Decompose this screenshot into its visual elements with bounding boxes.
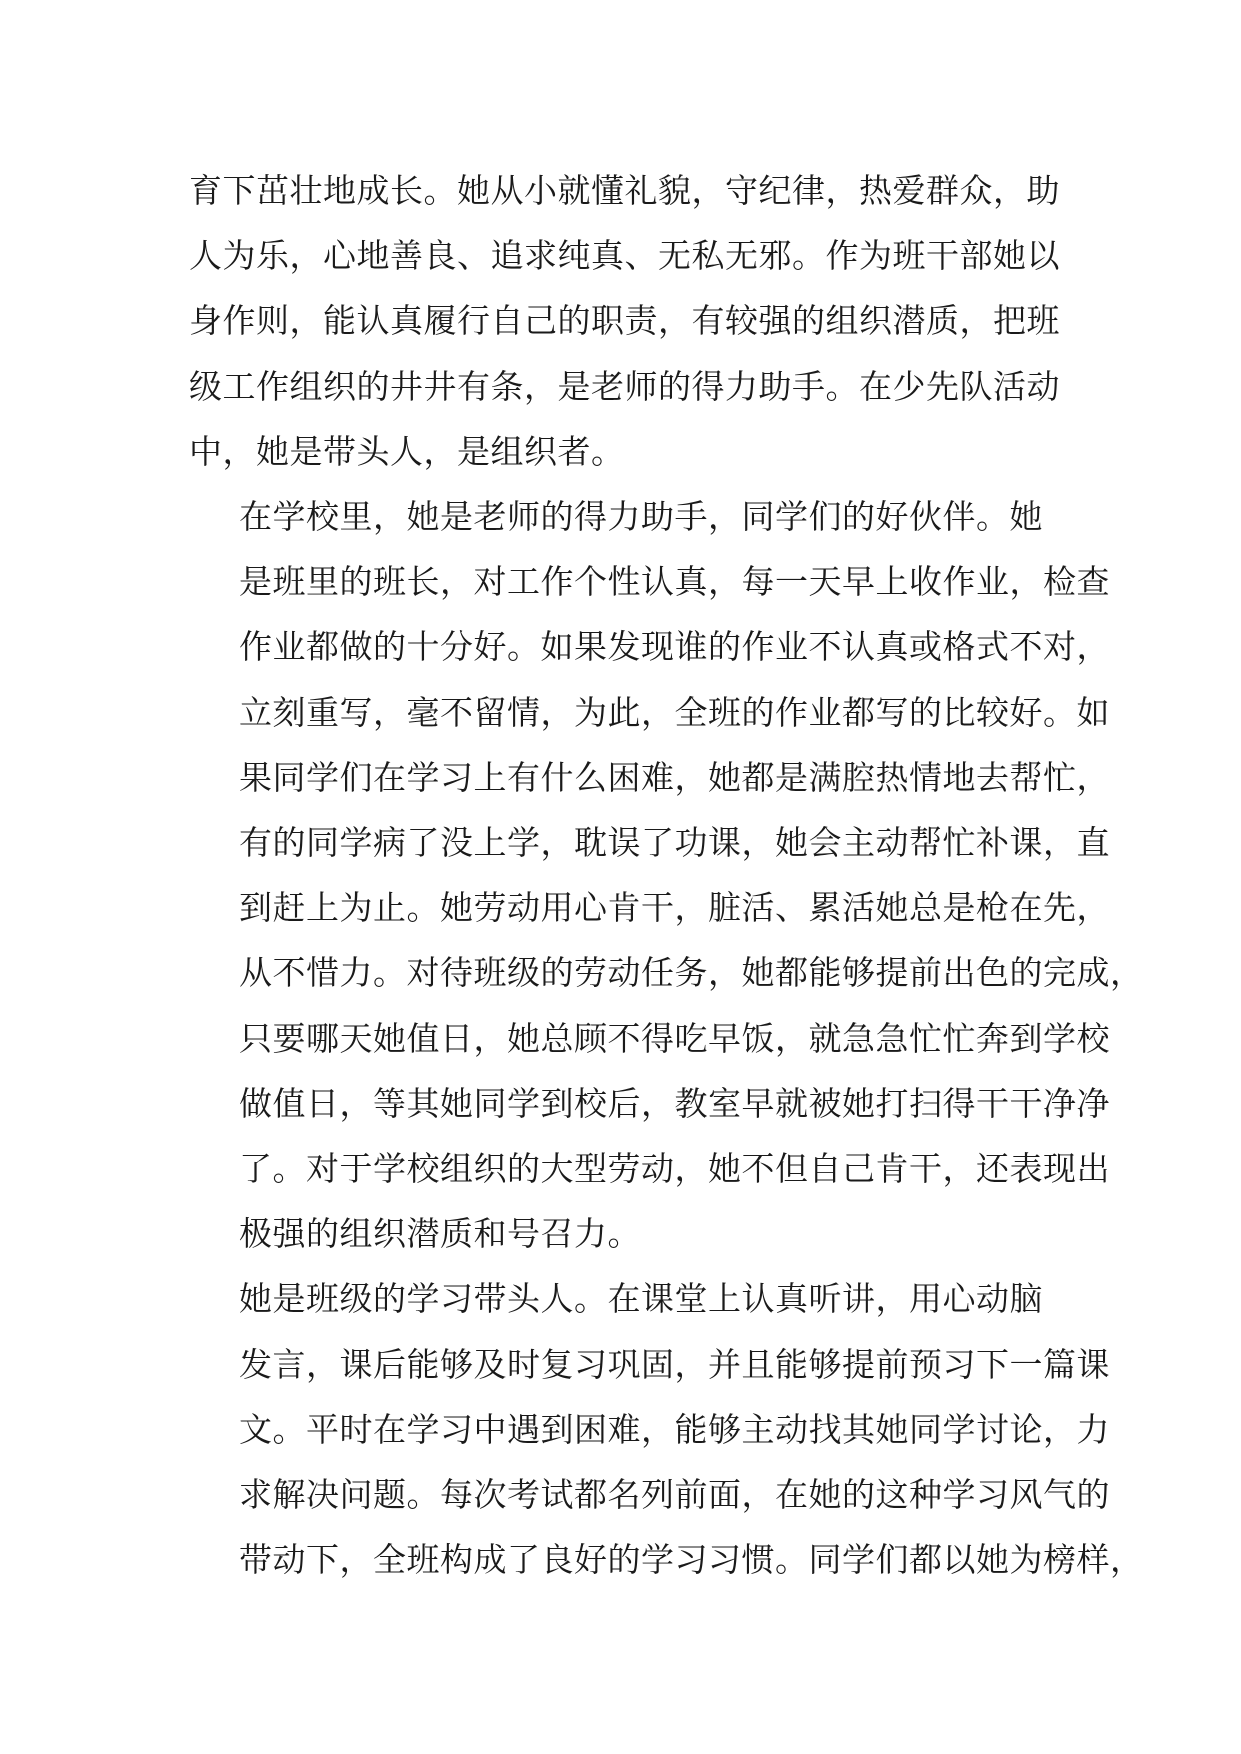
text-line: 从不惜力。对待班级的劳动任务，她都能够提前出色的完成， xyxy=(239,953,1144,993)
text-line: 果同学们在学习上有什么困难，她都是满腔热情地去帮忙， xyxy=(239,757,1110,797)
text-line: 中，她是带头人，是组织者。 xyxy=(189,431,625,471)
paragraph xyxy=(189,158,1061,484)
text-line: 育下茁壮地成长。她从小就懂礼貌，守纪律，热爱群众，助 xyxy=(189,171,1060,210)
text-line: 人为乐，心地善良、追求纯真、无私无邪。作为班干部她以 xyxy=(189,236,1060,276)
text-line: 在学校里，她是老师的得力助手，同学们的好伙伴。她 xyxy=(239,497,1043,537)
text-line: 级工作组织的井井有条，是老师的得力助手。在少先队活动 xyxy=(189,366,1060,406)
paragraph xyxy=(189,1266,1144,1592)
text-line: 做值日，等其她同学到校后，教室早就被她打扫得干干净净 xyxy=(239,1083,1110,1123)
paragraph xyxy=(189,484,1144,1266)
text-line: 到赶上为止。她劳动用心肯干，脏活、累活她总是枪在先， xyxy=(239,888,1110,928)
document-body xyxy=(189,158,1144,1592)
text-line: 有的同学病了没上学，耽误了功课，她会主动帮忙补课，直 xyxy=(239,823,1110,863)
text-line: 了。对于学校组织的大型劳动，她不但自己肯干，还表现出 xyxy=(239,1149,1110,1189)
text-line: 只要哪天她值日，她总顾不得吃早饭，就急急忙忙奔到学校 xyxy=(239,1018,1110,1058)
text-line: 发言，课后能够及时复习巩固，并且能够提前预习下一篇课 xyxy=(239,1344,1110,1384)
text-line: 极强的组织潜质和号召力。 xyxy=(239,1214,641,1254)
text-line: 作业都做的十分好。如果发现谁的作业不认真或格式不对， xyxy=(239,627,1110,667)
text-line: 她是班级的学习带头人。在课堂上认真听讲，用心动脑 xyxy=(239,1279,1043,1319)
text-line: 身作则，能认真履行自己的职责，有较强的组织潜质，把班 xyxy=(189,301,1060,341)
text-line: 是班里的班长，对工作个性认真，每一天早上收作业，检查 xyxy=(239,562,1110,602)
text-line: 带动下，全班构成了良好的学习习惯。同学们都以她为榜样， xyxy=(239,1540,1144,1580)
text-line: 文。平时在学习中遇到困难，能够主动找其她同学讨论，力 xyxy=(239,1409,1110,1449)
text-line: 立刻重写，毫不留情，为此，全班的作业都写的比较好。如 xyxy=(239,692,1110,732)
text-line: 求解决问题。每次考试都名列前面，在她的这种学习风气的 xyxy=(239,1475,1110,1515)
